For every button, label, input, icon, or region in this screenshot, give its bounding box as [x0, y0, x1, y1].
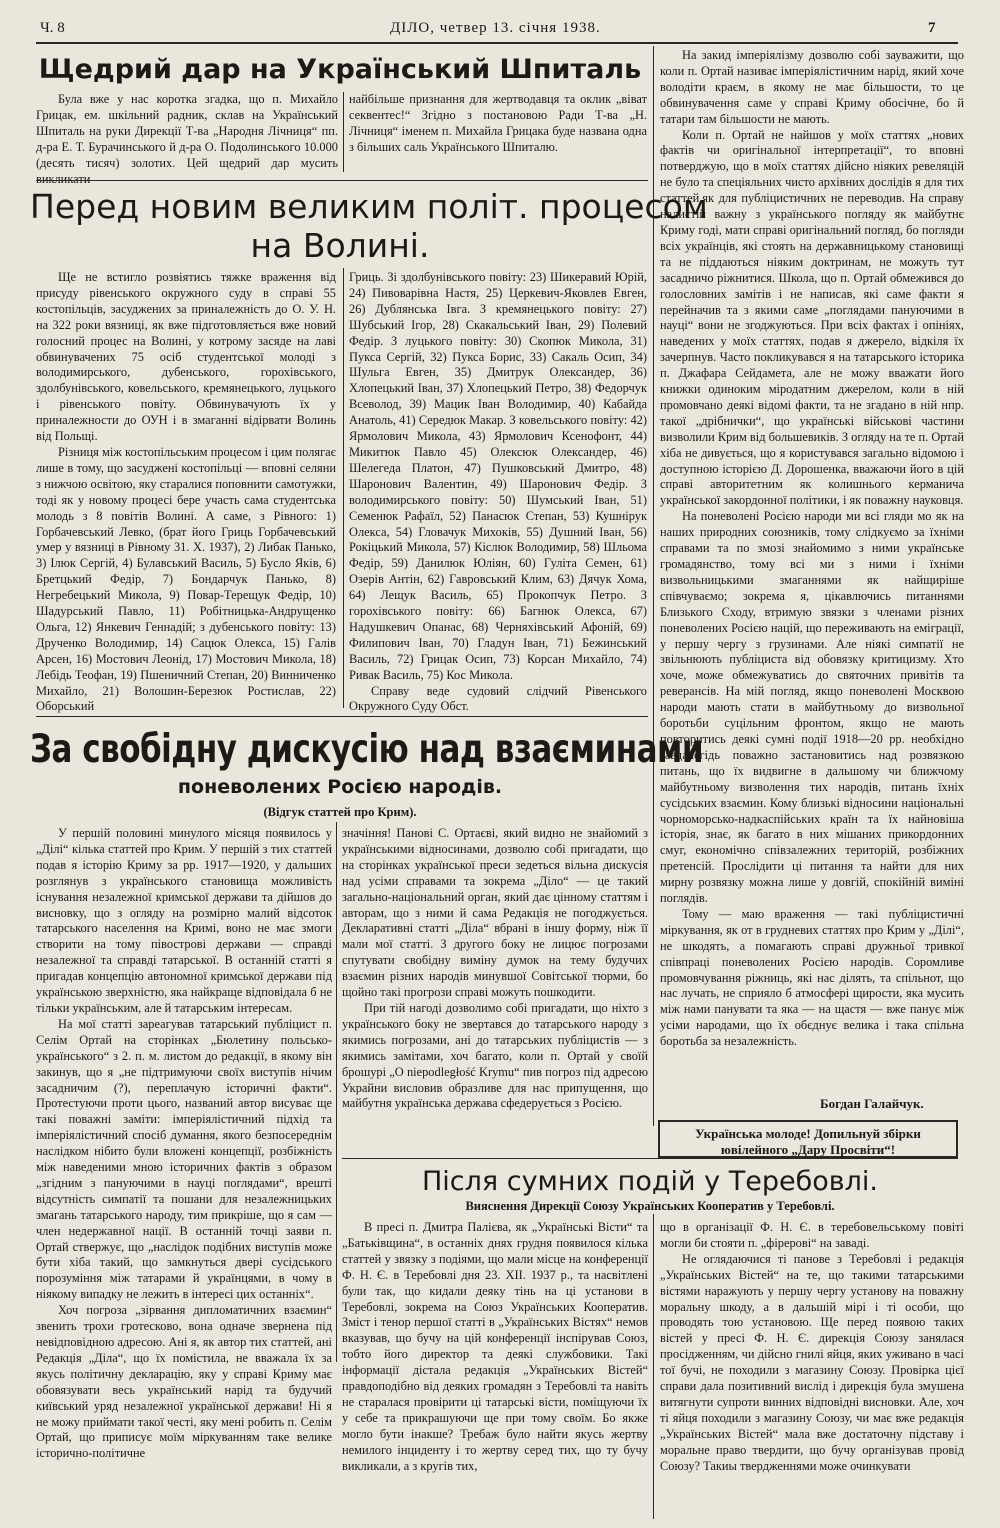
article2-col1-p2: Різниця між костопільським процесом і цим полягає лише в тому, що засуджені костопільці — вповні селяни з нижчою освітою, яку старалися поповнити самотужки, тоді як у новому процесі бере участь сама студентська молодь з 8 повітів Волині. А саме, з Рівного: 1) Горбачевський Левко, (брат його Гриць Горбачевський умер у вязниці в Рівному 31. X. 1937), 2) Либак Панько, 3) Ілюк Сергій, 4) Булавський Василь, 5) Бусло Яків, 6) Бретцький Федір, 7) Бондарчук Панько, 8) Негребецький Микола, 9) Повар-Терещук Федір, 10) Шадурський Павло, 11) Робітницька-Андрущенко Ольга, 12) Янкевич Геннадій; з дубенського повіту: 13) Друченко Володимир, 14) Сацюк Олекса, 15) Галів Арсен, 16) Мостович Леонід, 17) Мостович Микола, 18) Лебідь Теофан, 19) Пшеничний Степан, 20) Винниченко Михайло, 21) Волошин-Березюк Ростислав, 22) Оборський [36, 444, 336, 714]
article3-col-right [660, 48, 964, 1096]
article3-colM-p2: При тій нагоді дозволимо собі пригадати, що ніхто з українського боку не звертався до татарського народу з якимись погрозами, ані до татарських публіцистів — з якимись замітами, хоч багато, коли п. Ортай у своїй брошурі „O niepodległość Krymu“ пив погроз під адресою Украйни висловив образливе для нас припущення, що майбутня українська держава сфедерується з Росією. [342, 1000, 648, 1111]
article3-signature: Богдан Галайчук. [820, 1096, 924, 1111]
article4-rule [342, 1158, 958, 1159]
issue-number: Ч. 8 [40, 20, 65, 36]
article3-colR-p4: Тому — маю враження — такі публіцистичні міркування, як от в грудневих статтях про Крим у „Ділі“, не шкодять, а помагають справі дружньої тривкої співпраці поневолених Росією народів. Соромливе промовчування ріжниць, які нас ділять, та спільнот, що нас лучать, не сприяло б атмосфері щирости, яка мусить між нами панувати та яка — на щастя — вже панує між усіми народами, що їх обєднує велика і така спільна боротьба за незалежність. [660, 906, 964, 1049]
article3-col-middle [342, 826, 648, 1111]
article4-subtitle: Вияснення Дирекції Союзу Українських Кооператив у Теребовлі. [465, 1199, 835, 1213]
masthead: ДІЛО, четвер 13. січня 1938. [390, 20, 601, 36]
article4-colR-p1: що в організації Ф. Н. Є. в теребовельському повіті могли би стояти п. „фірерові“ на заваді. [660, 1220, 964, 1250]
article3-title: За свобідну дискусію над взаєминами [30, 727, 704, 772]
column-divider-a1 [343, 92, 344, 172]
article2-col2-p2: Справу веде судовий слідчий Рівенського Окружного Суду Обст. [349, 683, 647, 714]
article4-col-right [660, 1220, 964, 1520]
article2-col2-p1: Гриць. Зі здолбунівського повіту: 23) Шикеравий Юрій, 24) Пивоварівна Настя, 25) Церкевич-Яковлев Евген, 26) Дублянська Івга. З кремянецького повіту: 27) Шубський Ігор, 28) Скакальський Іван, 29) Полевий Федір. З луцького повіту: 30) Скопюк Микола, 31) Пукса Сергій, 32) Пукса Борис, 33) Сакаль Осип, 34) Шульга Евген, 35) Дмитрук Олександер, 36) Хлопецький Іван, 37) Хлопецький Петро, 38) Федорчук Всеволод, 39) Мацик Іван Володимир, 40) Кабайда Анатоль, 41) Середюк Макар. З ковельського повіту: 42) Ярмолович Микола, 43) Ярмолович Ксенофонт, 44) Микитюк Павло 45) Олексюк Олександер, 46) Шелегеда Платон, 47) Пушковський Дмитро, 48) Шаронович Валентин, 49) Шаронович Федір. З володимирського повіту: 50) Шумський Іван, 51) Семенюк Рафаїл, 52) Панасюк Степан, 53) Кушнірук Олекса, 54) Гловачук Михоків, 55) Душний Іван, 56) Рокіцький Микола, 57) Кіслюк Володимир, 58) Шльома Федір, 59) Данилюк Юліян, 60) Гуліта Семен, 61) Озерів Антін, 62) Гавровський Клим, 63) Дячук Хома, 64) Лещук Василь, 65) Прокопчук Петро. З горохівського повіту: 66) Багнюк Олекса, 67) Надушкевич Опанас, 68) Черняхівський Афоній, 69) Филипович Іван, 70) Гладун Іван, 71) Бежинський Василь, 72) Грицак Осип, 73) Корсан Михайло, 74) Ривак Василь, 75) Кос Микола. [349, 270, 647, 682]
article3-colR-p3: На поневолені Росією народи ми всі гляди мо як на наших природних союзників, тому слідкуємо за їхніми справами та по змозі знайомимо з ними українське громадянство, тому всі ми з ними і їхніми визвольницькими змаганнями як найщиріше співчуваємо; зокрема я, цікавлючись питаннями Близького Сходу, втримую звязки з членами різних поневолених Росією націй, що переживають на еміграції, у першу чергу з грузинами. Але ніякі симпатії не звільнюють публіциста від обовязку критицизму. Хто хоче, може обмежуватись до святочних привітів та реверансів. На мій погляд, якщо поневолені Москвою народи мають стати в майбутньому до визвольної боротьби суцільним фронтом, якщо не мають повторитись деякі сумні події 1918—20 рр. необхідно завдалегідь поважно застановитись над розвязкою питань, що їх видвигне в дальшому чи ближчому майбутньому визволення тих народів, питань їхніх сусідських взаємин. Кому близькі відносини національні чорноморсько-надкаспійських країн та їх найновіша історія, знає, як багато в них мішаних прикордонних смуг, економічно співзалежних територій, розбіжних претенсій. Прослідити ці питання та найти для них мирну розвязку можна лише у довгій, спокійній виміні поглядів. [660, 509, 964, 906]
article3-subtitle: поневолених Росією народів. [177, 776, 503, 798]
article1-col2 [349, 92, 647, 174]
notice-box [658, 1120, 958, 1158]
notice-text: Українська молоде! Допильнуй збірки ювілейного „Дару Просвіти“! [695, 1126, 921, 1157]
article1-col1-text: Була вже у нас коротка згадка, що п. Михайло Грицак, ем. шкільний радник, склав на Український Шпиталь на руки Дирекції Т-ва „Народня Лічниця“ пп. д-ра Е. Т. Бурачинського й д-ра О. Подолинського 10.000 (десять тисяч) золотих. Цей щедрий дар мусить викликати [36, 92, 338, 186]
article1-col1 [36, 92, 338, 186]
article1-title: Щедрий дар на Український Шпиталь [38, 54, 642, 85]
column-divider-a2 [343, 268, 344, 708]
article3-colR-p1: На закид імперіялізму дозволю собі зауважити, що коли п. Ортай називає імперіялістичним нарід, який хоче володіти краєм, в якому не має більшости, то це обвинувачення саме у справі Криму обосічне, бо й татари там більшости не мають. [660, 48, 964, 126]
article3-colL-p3: Хоч погроза „зірвання дипломатичних взаємин“ звенить трохи гротесково, вона одначе звернена під невідповідною адресою. Ані я, як автор тих статтей, ані Редакція „Діла“, що їх помістила, не вважала їх за якусь політичну декларацію, яку у справі Криму має обовязувати весь український нарід та будучий київський уряд незалежної української держави! Ні я не можу приймати такої честі, яку мені робить п. Селім Ортай, що приписує моїм міркуванням таке велике історично-політичне [36, 1303, 332, 1461]
page-number: 7 [928, 20, 936, 36]
article1-col2-text: найбільше признання для жертводавця та оклик „віват секвентес!“ Згідно з постановою Ради Т-ва „Н. Лічниця“ іменем п. Михайла Грицака буде названа одна з більших саль Українського Шпиталю. [349, 92, 647, 154]
article3-colL-p1: У першій половині минулого місяця появилось у „Ділі“ кілька статтей про Крим. У першій з тих статтей подав я історію Криму за рр. 1917—1920, у дальших розглянув з українського становища можливість існування незалежної кримської держави та дійшов до висновку, що з огляду на розмірно малий відсоток татарського населення на Кримі, воно не має змоги створити на тому півострові держави — справді незалежної та справді татарської. В останній статті я пригадав концепцію автономної кримської держави під українською зверхністю, яка найкраще відповідала б не тільки українським, але й татарським інтересам. [36, 826, 332, 1015]
article1-rule [36, 180, 648, 181]
article4-colR-p2: Не оглядаючися ті панове з Теребовлі і редакція „Українських Вістей“ на те, що такими татарськими вістями наражують у першу чергу установу на поважну моральну шкоду, а в дальшій мірі і ті особи, що проводять тою установою. Ще перед появою таких вістей у пресі Ф. Н. Є. дирекція Союзу занялася просідженням, чи дійсно гнилі яйця, яких уживано в часі тої бучі, не походили з магазину Союзу. Провірка цієї справи дала позитивний вислід і дирекція була змушена витягнути супроти винних відповідні висновки. Але, хоч ті яйця походили з магазину Союзу, чи має вже редакція „Українських Вістей“ мала вже достаточну підставу і моральне право твердити, що бучу організував провід Союзу? Такиы твердженнями може очинкувати [660, 1251, 964, 1473]
article3-colM-p1: значіння! Панові С. Ортаєві, який видно не знайомий з українськими відносинами, дозволю собі пригадати, що на сторінках української преси зедеться вільна дискусія над усіми справами та зокрема „Діло“ — це такий загально-національний орган, який дає цінному статтям і авторам, що з ними й сама Редакція не погоджується. Декларативні статті „Діла“ вбрані в іншу форму, ніж її мали мої статті. З другого боку не лицює погрозами спутувати свобідну виміну думок на тему будучих взаємин різних народів минувшої Совітської тюрми, бо щойно такі прогрози справі можуть пошкодити. [342, 826, 648, 1000]
article2-title-line2: на Волині. [250, 226, 430, 265]
article4-title: Після сумних подій у Теребовлі. [422, 1166, 878, 1197]
article3-tagline: (Відгук статтей про Крим). [263, 805, 417, 819]
article4-col-left [342, 1220, 648, 1520]
article2-col1 [36, 270, 336, 714]
column-divider-a4 [653, 1214, 654, 1519]
article2-title-line1: Перед новим великим політ. процесом [30, 187, 708, 226]
article2-col2 [349, 270, 647, 714]
article4-colL-p1: В пресі п. Дмитра Палієва, як „Українські Вісти“ та „Батьківщина“, в останніх днях грудня появилося кілька статтей у звязку з подіями, що мали місце на конференції Ф. Н. Є. в Теребовлі дня 23. XII. 1937 р., та насвітлені були так, що кидали деяку тінь на ці установи в Теребовлі, зокрема на Союз Українських Кооператив. Зміст і тенор першої статті в „Українських Вістях“ немов вказував, що бучу на цій конференції інспірував Союз, тобто його директор та деякі службовики. Такі інформації дістала редакція „Українських Вістей“ правдоподібно від деяких громадян з Теребовлі та навіть не старалася провірити ці татарські вісти, поміщуючи їх у себе та прикрашуючи ще при тому своїм. Бо якже могло бути інакше? Требаж було найти якусь жертву немилого інциденту і то жертву серед тих, що ту бучу викликали, а з кругів тих, [342, 1220, 648, 1473]
article3-colR-p2: Коли п. Ортай не найшов у моїх статтях „нових фактів чи оригінальної інтерпретації“, то вповні потверджую, що в моїх статтях дійсно ніяких ревеляцій не було та спеціяльних чисто архівних дослідів я для тих статтей,як для публіцистичних не переводив. На справу налистій важну з українського погляду як майбутнє Криму годі, мати справі оригінальний погляд, бо погляди всіх українців, які стоять на державницькому становищі та не піддаються ніяким доктринам, не можуть тут засадничо ріжнитися. Школа, що п. Ортай обмежився до голословних замітів і не написав, які саме факти я перейначив та з якими саме „поглядами пануючими в науці“ вони не згоджуються. При всіх фактах і опініях, наведених у моїх статтях, подав я джерело, відкіля їх зачерпнув. Часто покликувався я на татарського історика п. Джафара Сейдамета, але не можу вважати його книжки одиноким міродатним джерелом, коли в ній промовчано деякі відомі факти, та не згадано в ній нпр. такої „дрібнички“, що українські військові частини визволили Крим від большевиків. З огляду на те п. Ортай хіба не дивується, що я користувався загально відомою і доступною історією Д. Дорошенка, вважаючи його в цій справі авторитетним як колишнього керманича української закордонної політики, і як поважну науковця. [660, 127, 964, 508]
article2-rule [36, 716, 648, 717]
column-divider-a3 [336, 822, 337, 1362]
header-rule [36, 42, 958, 44]
article2-col1-p1: Ще не встигло розвіятись тяжке враження від присуду рівенського окружного суду в справі 55 костопільців, засуджених за приналежність до О. У. Н. на 322 роки вязниці, як вже підготовляється вже новий голосний процес на Волині, у котрому засяде на лаві обвинувачених 75 осіб студентської молоді з володимирського, дубенського, горохівського, здолбунівського, ковельського, кремянецького, луцького і рівенського повіту. Обвинувачують їх у приналежности до ОУН і в змаганні відірвати Волинь від Польщі. [36, 270, 336, 444]
article3-col-left [36, 826, 332, 1461]
article3-colL-p2: На мої статті зареагував татарський публіцист п. Селім Ортай на сторінках „Бюлетину польсько-українського“ з 2. п. м. листом до редакції, в якому він закинув, що я „не підтримуючи своїх виступів нічим засадничим (?), переплачую історичні факти“. Протестуючи проти цього, названий автор висуває ще такі поважні заміти: імперіялістичний підхід та імперіялістичний спосіб думання, якого безпосереднім наслідком нібито були вложені концепції, розбіжність між наведеними мною історичних фактів з образом „згідним з пануючими в науці поглядами“, врешті відсутність симпатії та пошани для незалежницьких змагань татарського народу, тим прикріше, що я сам — член недержавної нації. В останній точці заяви п. Ортай ствержує, що „наслідок подібних виступів може бути хіба такий, що замкнуться двері сусідського порозуміння між татарами й українцями, в чому в ніякому випадку не лежить в інтересі цих останніх“. [36, 1016, 332, 1302]
